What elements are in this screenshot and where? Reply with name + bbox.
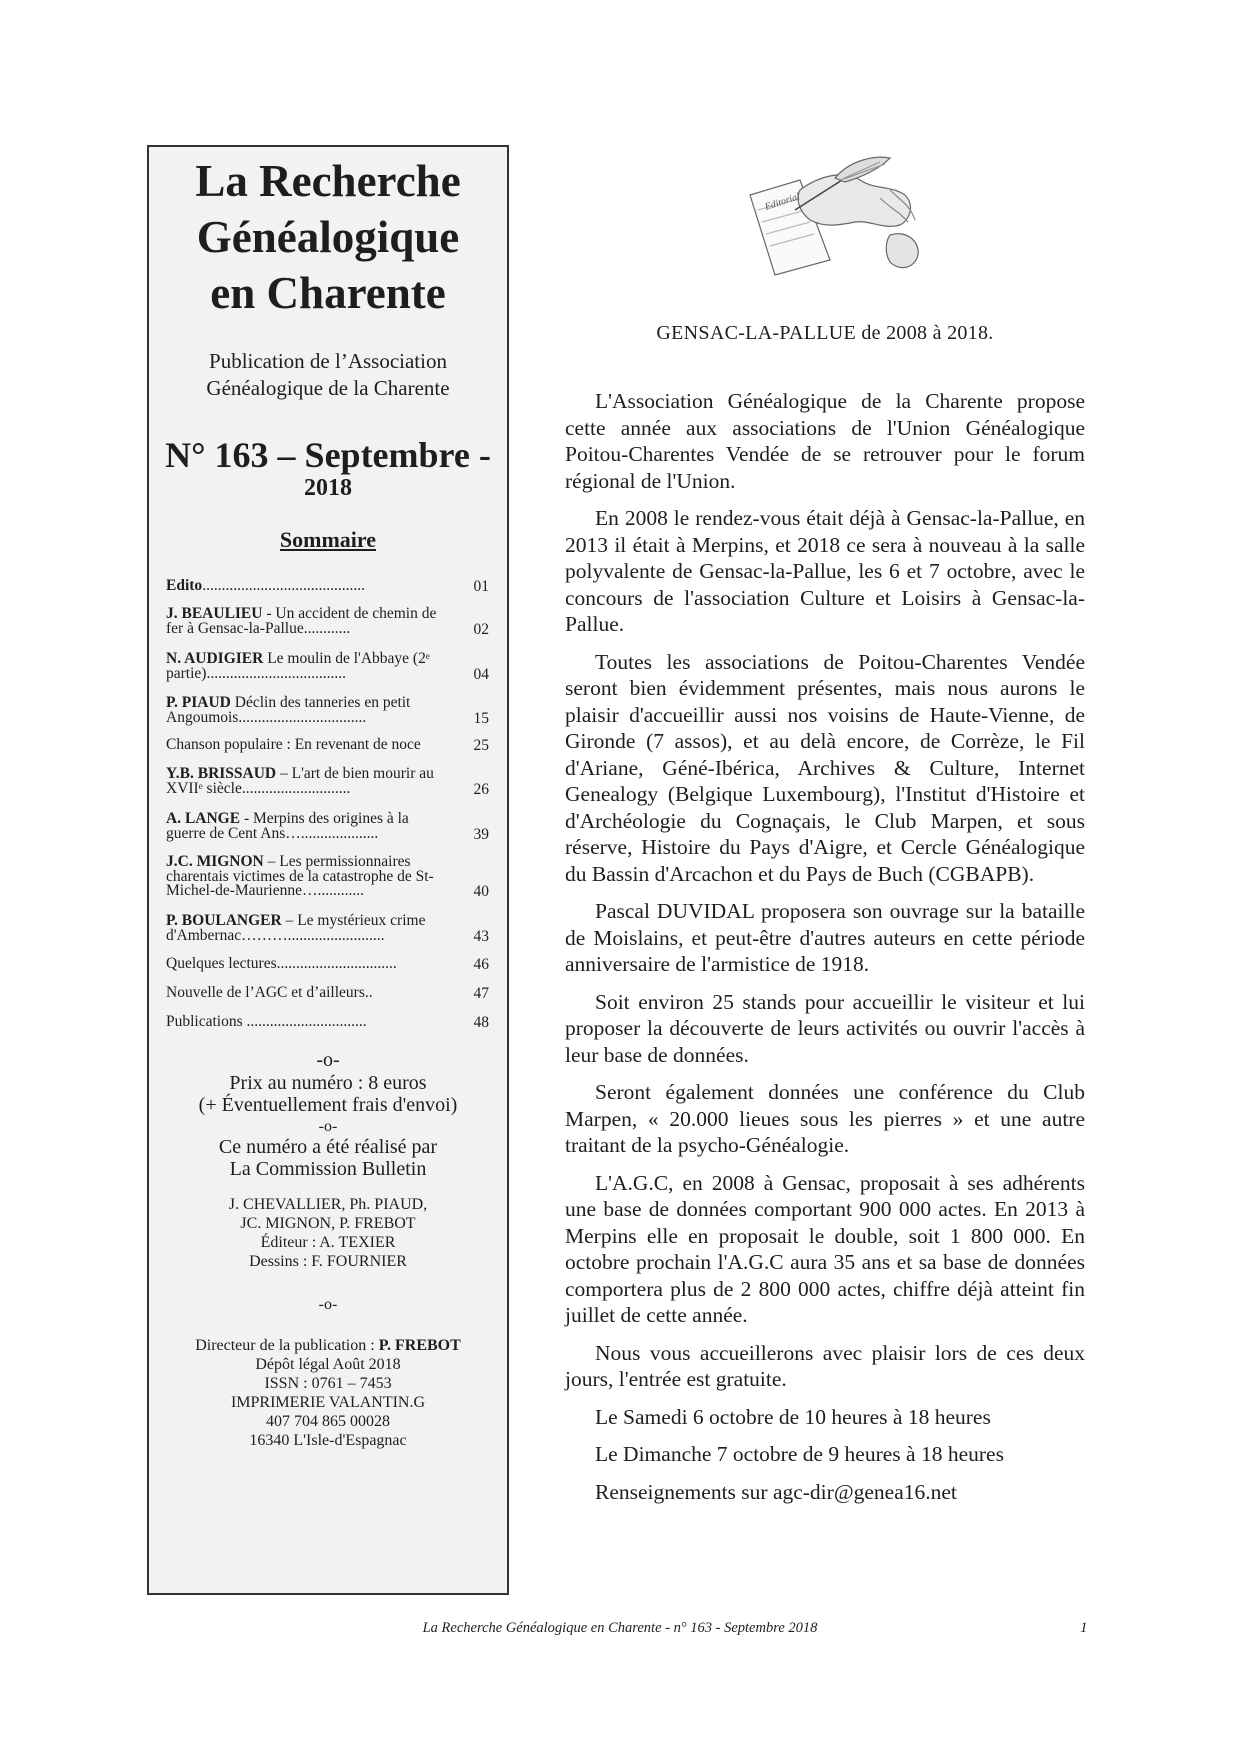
credit-line: JC. MIGNON, P. FREBOT	[240, 1215, 416, 1232]
toc-author: A. LANGE	[166, 810, 241, 827]
toc-item	[166, 696, 493, 725]
toc-title: Déclin des tanneries en petit Angoumois.................................	[166, 694, 411, 726]
article-paragraph: Nous vous accueillerons avec plaisir lors de ces deux jours, l'entrée est gratuite.	[565, 1340, 1085, 1391]
toc-title: – Les permissionnaires charentais victimes de la catastrophe de St-Michel-de-Maurienne…............	[166, 853, 434, 899]
article-paragraph: Toutes les associations de Poitou-Charentes Vendée seront bien évidemment présentes, mais nous aurons le plaisir d'accueillir aussi nos voisins de Haute-Vienne, de Gironde (7 assos), et au delà encore, de Corrèze, le Fil d'Ariane, Géné-Ibérica, Archives & Culture, Internet Genealogy (Belgique Luxembourg), l'Institut d'Histoire et d'Archéologie du Cognaçais, le Club Marpen, et sous réserve, Histoire du Pays d'Aigre, et Cercle Généalogique du Bassin d'Arcachon et du Pays de Buch (CGBAPB).	[565, 649, 1085, 886]
article-paragraph: L'A.G.C, en 2008 à Gensac, proposait à ses adhérents une base de données comportant 900 000 actes. En 2013 à Merpins elle en proposait le double, soit 1 800 000. En octobre prochain l'A.G.C aura 35 ans et sa base de données comportera plus de 2 800 000 actes, chiffre déjà atteint fin juillet de cette année.	[565, 1170, 1085, 1327]
toc-page-number: 39	[473, 825, 489, 843]
toc-title: - Merpins des origines à la guerre de Cent Ans…....................	[166, 810, 409, 842]
director-name: P. FREBOT	[378, 1337, 461, 1354]
separator: -o-	[318, 1296, 338, 1313]
article-paragraph: Soit environ 25 stands pour accueillir le visiteur et lui proposer la découverte de leurs activités ou ouvrir l'accès à leur base de données.	[565, 989, 1085, 1067]
credit-line: Dessins : F. FOURNIER	[249, 1253, 407, 1270]
page-number: 1	[1080, 1620, 1088, 1636]
toc-page-number: 46	[473, 956, 489, 973]
legal-line: 16340 L'Isle-d'Espagnac	[249, 1432, 407, 1449]
toc-author: P. PIAUD	[166, 694, 231, 711]
toc-title: - Un accident de chemin de fer à Gensac-la-Pallue............	[166, 605, 437, 637]
toc-item	[166, 855, 493, 899]
article-body	[565, 388, 1085, 1516]
toc-item	[166, 652, 493, 681]
publication-title	[149, 153, 507, 321]
toc-page-number: 48	[473, 1014, 489, 1031]
schedule-line: Le Samedi 6 octobre de 10 heures à 18 heures	[595, 1404, 991, 1429]
made-by-line: Ce numéro a été réalisé par	[218, 1136, 438, 1158]
issue-number: N° 163 – Septembre -	[165, 435, 491, 475]
toc-title: Quelques lectures...............................	[166, 955, 397, 972]
article-paragraph: Seront également données une conférence du Club Marpen, « 20.000 lieues sous les pierres » et une autre traitant de la psycho-Généalogie.	[565, 1080, 1085, 1157]
legal-info	[149, 1336, 507, 1450]
toc-page-number: 04	[473, 665, 489, 683]
toc-page-number: 26	[473, 780, 489, 798]
subtitle-line: Publication de l’Association	[209, 349, 447, 373]
title-line: Généalogique	[196, 212, 460, 262]
page-footer: La Recherche Généalogique en Charente - n° 163 - Septembre 2018	[422, 1620, 818, 1636]
publication-subtitle	[149, 348, 507, 402]
toc-page-number: 47	[473, 985, 489, 1002]
contact-line: Renseignements sur agc-dir@genea16.net	[595, 1479, 957, 1504]
legal-line: Dépôt légal Août 2018	[255, 1356, 401, 1373]
legal-line: 407 704 865 00028	[266, 1413, 390, 1430]
quill-writing-hand-icon	[740, 150, 930, 285]
price-info	[149, 1072, 507, 1116]
toc-author: J. BEAULIEU	[166, 605, 263, 622]
made-by-line: La Commission Bulletin	[229, 1158, 427, 1180]
sommaire-heading: Sommaire	[279, 527, 377, 552]
toc-page-number: 01	[473, 578, 489, 595]
toc-page-number: 43	[473, 927, 489, 945]
toc-item	[166, 914, 493, 943]
toc-author: Y.B. BRISSAUD	[166, 765, 277, 782]
toc-item	[166, 812, 493, 841]
made-by	[149, 1136, 507, 1180]
schedule-line: Le Dimanche 7 octobre de 9 heures à 18 heures	[595, 1442, 1004, 1466]
toc-page-number: 02	[473, 620, 489, 638]
article-heading: GENSAC-LA-PALLUE de 2008 à 2018.	[656, 322, 994, 344]
sidebar-box	[147, 145, 509, 1595]
toc-page-number: 15	[473, 709, 489, 727]
toc-title: Publications ...............................	[166, 1013, 367, 1030]
toc-author: Edito	[166, 577, 203, 594]
toc-author: P. BOULANGER	[166, 912, 282, 929]
toc-title: ..........................................	[202, 577, 365, 594]
toc-item	[166, 767, 493, 796]
director-line	[149, 1336, 507, 1355]
credit-line: J. CHEVALLIER, Ph. PIAUD,	[228, 1196, 428, 1213]
separator: -o-	[318, 1118, 338, 1135]
toc-page-number: 40	[473, 883, 489, 900]
article-paragraph: En 2008 le rendez-vous était déjà à Gensac-la-Pallue, en 2013 il était à Merpins, et 2018 ce sera à nouveau à la salle polyvalente de Gensac-la-Pallue, les 6 et 7 octobre, avec le concours de l'association Culture et Loisirs à Gensac-la-Pallue.	[565, 506, 1085, 636]
toc-title: Nouvelle de l’AGC et d’ailleurs..	[166, 984, 373, 1001]
toc-author: J.C. MIGNON	[166, 853, 264, 870]
toc-title: – Le mystérieux crime d'Ambernac……….........................	[166, 912, 426, 944]
toc-item	[166, 738, 493, 753]
issue-year: 2018	[304, 475, 352, 501]
title-line: La Recherche	[195, 156, 461, 206]
toc-item	[166, 986, 493, 1001]
illustration-label: Editorial	[763, 191, 802, 213]
toc-item	[166, 607, 493, 636]
toc-item	[166, 957, 493, 972]
legal-line: ISSN : 0761 – 7453	[264, 1375, 392, 1392]
subtitle-line: Généalogique de la Charente	[206, 376, 450, 400]
article-paragraph: L'Association Généalogique de la Charente propose cette année aux associations de l'Union Généalogique Poitou-Charentes Vendée de se retrouver pour le forum régional de l'Union.	[565, 389, 1085, 493]
toc-title: Le moulin de l'Abbaye (2ᵉ partie)....................................	[166, 650, 430, 682]
price-line: (+ Éventuellement frais d'envoi)	[198, 1094, 458, 1116]
price-line: Prix au numéro : 8 euros	[229, 1072, 427, 1094]
credits	[149, 1195, 507, 1271]
separator: -o-	[316, 1049, 340, 1071]
credit-line: Éditeur : A. TEXIER	[260, 1234, 396, 1251]
toc-page-number: 25	[473, 737, 489, 754]
toc-item	[166, 579, 493, 594]
article-paragraph: Pascal DUVIDAL proposera son ouvrage sur la bataille de Moislains, et peut-être d'autres auteurs en cette période anniversaire de l'armistice de 1918.	[565, 899, 1085, 976]
toc-title: – L'art de bien mourir au XVIIᵉ siècle............................	[166, 765, 434, 797]
title-line: en Charente	[210, 268, 446, 318]
toc-author: N. AUDIGIER	[166, 650, 264, 667]
toc-item	[166, 1015, 493, 1030]
director-label: Directeur de la publication :	[195, 1337, 379, 1354]
legal-line: IMPRIMERIE VALANTIN.G	[230, 1394, 426, 1411]
toc-title: Chanson populaire : En revenant de noce	[166, 736, 421, 753]
